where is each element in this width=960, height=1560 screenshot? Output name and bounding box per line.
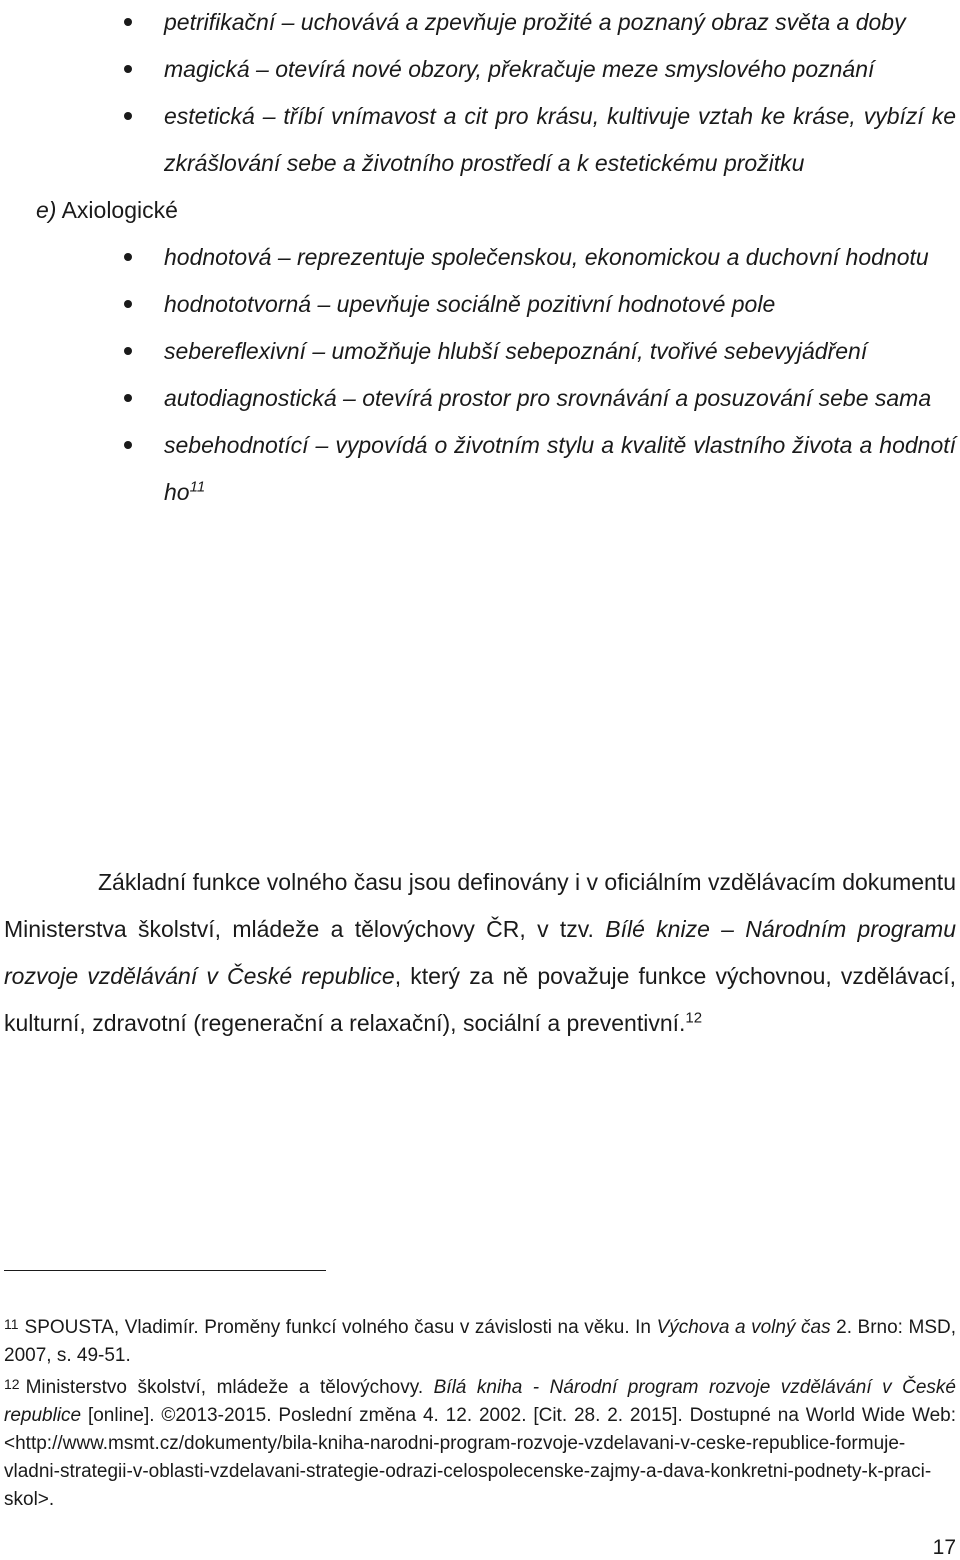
item-dash: – [315, 432, 329, 458]
page-number: 17 [932, 1536, 956, 1559]
footnote-text: Ministerstvo školství, mládeže a tělovýchovy. [25, 1377, 434, 1398]
footnote-number: 11 [4, 1316, 19, 1332]
footnote [4, 1370, 956, 1514]
footnote-text-end: 2. Brno: MSD, 2007, s. 49-51. [4, 1317, 956, 1366]
item-text: reprezentuje společenskou, ekonomickou a duchovní hodnotu [297, 244, 929, 270]
list-item [0, 328, 960, 375]
section-title: Axiologické [61, 197, 178, 223]
bullet-icon [124, 347, 132, 355]
bullet-icon [124, 65, 132, 73]
section-heading [0, 187, 960, 234]
item-dash: – [343, 385, 356, 411]
item-dash: – [317, 291, 331, 317]
footnote-ref[interactable]: 12 [685, 1009, 703, 1027]
bullet-icon [124, 18, 132, 26]
footnote-number: 12 [4, 1376, 20, 1392]
item-text: umožňuje hlubší sebepoznání, tvořivé sebevyjádření [331, 338, 868, 364]
footnote-ref[interactable]: 11 [189, 478, 206, 496]
item-term: autodiagnostická [164, 385, 337, 411]
item-dash: – [281, 9, 295, 35]
item-dash: – [256, 56, 269, 82]
item-dash: – [312, 338, 326, 364]
item-dash: – [277, 244, 291, 270]
item-text: upevňuje sociálně pozitivní hodnotové pole [336, 291, 776, 317]
list-item [0, 375, 960, 422]
bullet-icon [124, 253, 132, 261]
footnote [4, 1310, 956, 1370]
footnotes [4, 1310, 956, 1514]
bullet-icon [124, 112, 132, 120]
item-dash: – [262, 103, 276, 129]
item-term: hodnototvorná [164, 291, 312, 317]
item-term: sebereflexivní [164, 338, 306, 364]
item-term: estetická [164, 103, 255, 129]
paragraph-italic-title: Bílé knize – Národním programu rozvoje vzdělávání v České republice [4, 916, 956, 989]
item-text: tříbí vnímavost a cit pro krásu, kultivuje vztah ke kráse, vybízí ke zkrášlování sebe a životního prostředí a k estetickému prožitku [164, 103, 956, 176]
item-term: petrifikační [164, 9, 276, 35]
body-paragraph [4, 859, 956, 1047]
function-list [0, 0, 960, 516]
list-item [0, 422, 960, 516]
item-text: otevírá nové obzory, překračuje meze smyslového poznání [275, 56, 875, 82]
item-term: sebehodnotící [164, 432, 309, 458]
footnote-text: SPOUSTA, Vladimír. Proměny funkcí volného času v závislosti na věku. In [24, 1317, 657, 1338]
bullet-icon [124, 394, 132, 402]
list-item [0, 234, 960, 281]
item-text: uchovává a zpevňuje prožité a poznaný obraz světa a doby [300, 9, 906, 35]
footnote-divider [4, 1270, 326, 1271]
item-term: hodnotová [164, 244, 272, 270]
footnote-text-end: [online]. ©2013-2015. Poslední změna 4. 12. 2002. [Cit. 28. 2. 2015]. Dostupné na World Wide Web: <http://www.msmt.cz/dokumenty/bila-kniha-narodni-program-rozvoje-vzdelavani-v-ceske-republice-formuje-vladni-strategii-v-oblasti-vzdelavani-strategie-odrazi-celospolecenske-zajmy-a-dava-konkretni-podnety-k-praci-skol>. [4, 1405, 956, 1510]
item-term: magická [164, 56, 250, 82]
paragraph-text: Základní funkce volného času jsou definovány i v oficiálním vzdělávacím dokumentu Ministerstva školství, mládeže a tělovýchovy ČR, v tzv. [4, 869, 956, 942]
bullet-icon [124, 441, 132, 449]
item-text: vypovídá o životním stylu a kvalitě vlastního života a hodnotí ho [164, 432, 957, 505]
footnote-italic: Výchova a volný čas [656, 1317, 831, 1338]
list-item [0, 281, 960, 328]
paragraph-text-end: , který za ně považuje funkce výchovnou, vzdělávací, kulturní, zdravotní (regenerační a relaxační), sociální a preventivní. [4, 963, 956, 1036]
section-label: e) [36, 197, 57, 223]
footnote-italic: Bílá kniha - Národní program rozvoje vzdělávání v České republice [4, 1377, 956, 1426]
list-item [0, 93, 960, 187]
list-item [0, 46, 960, 93]
bullet-icon [124, 300, 132, 308]
list-item [0, 0, 960, 46]
item-text: otevírá prostor pro srovnávání a posuzování sebe sama [362, 385, 932, 411]
